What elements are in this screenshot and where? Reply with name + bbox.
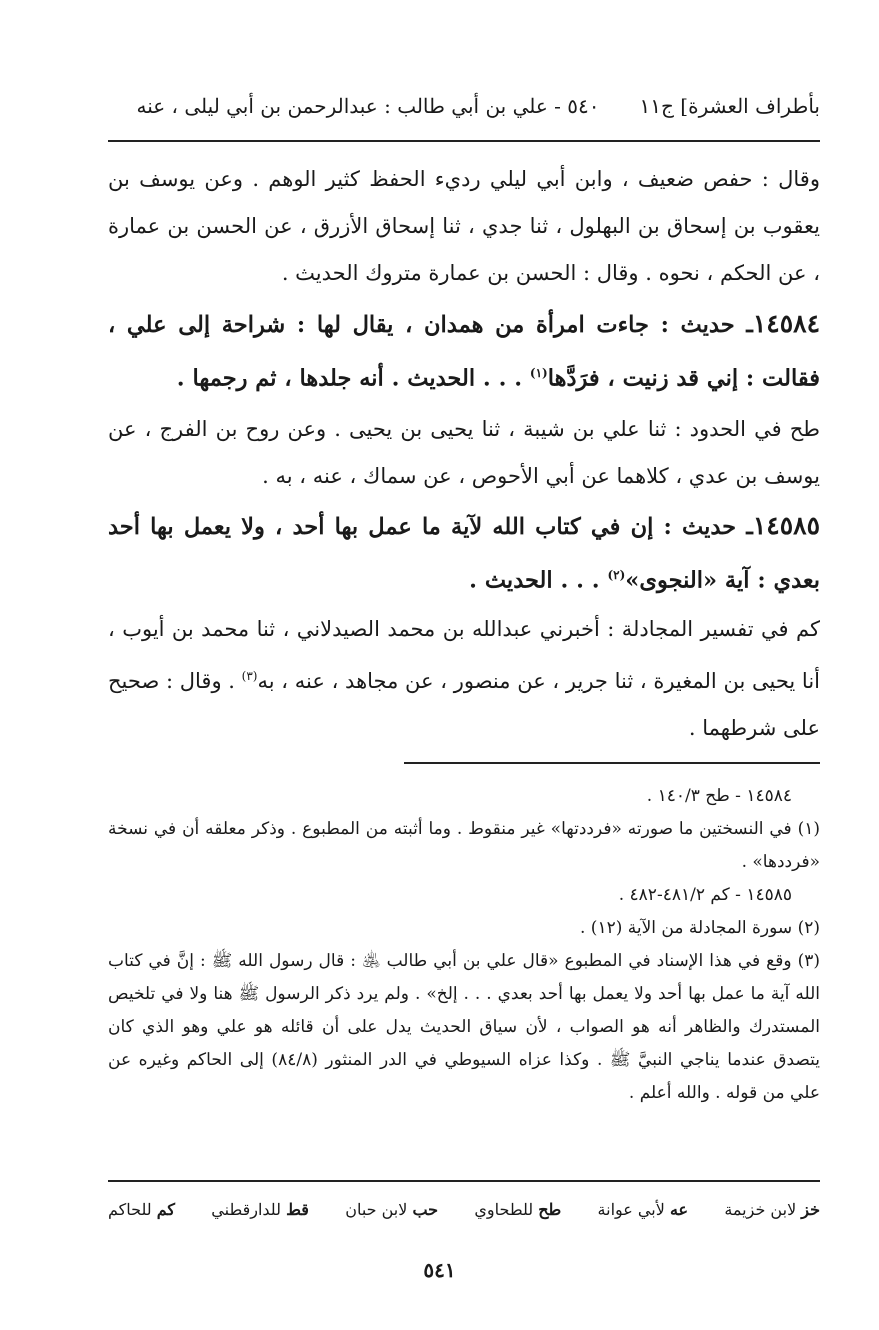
- key-item: حب لابن حبان: [345, 1199, 439, 1219]
- hadith-text: ـ حديث : إن في كتاب الله لآية ما عمل بها أحد ، ولا يعمل بها أحد بعدي : آية «النجوى»: [108, 514, 820, 594]
- footnote-ref: (٢): [607, 568, 626, 582]
- footnote-ref: (٣): [241, 669, 258, 683]
- hadith-source-14584: طح في الحدود : ثنا علي بن شيبة ، ثنا يحيى بن يحيى . وعن روح بن الفرج ، عن يوسف بن عدي ، كلاهما عن أبي الأحوص ، عن سماك ، عنه ، به .: [108, 417, 820, 488]
- footnote-ref: (١): [529, 366, 548, 380]
- abbreviation-key: [108, 1192, 820, 1226]
- footnote-2: (٢) سورة المجادلة من الآية (١٢) .: [580, 918, 820, 938]
- key-rule: [108, 1180, 820, 1182]
- hadith-number: ١٤٥٨٥: [752, 511, 820, 540]
- footnote-source-14585: ١٤٥٨٥ - كم ٤٨١/٢-٤٨٢ .: [618, 885, 792, 905]
- key-item: كم للحاكم: [108, 1199, 175, 1219]
- header-chapter-title: ٥٤٠ - علي بن أبي طالب : عبدالرحمن بن أبي ليلى ، عنه: [136, 94, 600, 118]
- footnote-1: (١) في النسختين ما صورته «فرددتها» غير منقوط . وما أثبته من المطبوع . وذكر معلقه أن في نسخة «فرددها» .: [108, 819, 820, 872]
- footnote-source-14584: ١٤٥٨٤ - طح ١٤٠/٣ .: [646, 786, 792, 806]
- key-item: طح للطحاوي: [474, 1199, 562, 1219]
- key-item: عه لأبي عوانة: [597, 1199, 689, 1219]
- footnote-3: (٣) وقع في هذا الإسناد في المطبوع «قال علي بن أبي طالب ﵁ : قال رسول الله ﷺ : إنَّ في كتاب الله آية ما عمل بها أحد ولا يعمل بها أحد بعدي . . . إلخ» . ولم يرد ذكر الرسول ﷺ هنا ولا في تلخيص المستدرك والظاهر أنه هو الصواب ، لأن سياق الحديث يدل على أن قائله هو علي وهو الذي كان يتصدق عندما يناجي النبيَّ ﷺ . وكذا عزاه السيوطي في الدر المنثور (٨٤/٨) إلى الحاكم وغيره عن علي من قوله . والله أعلم .: [108, 951, 821, 1103]
- page-number: ٥٤١: [423, 1258, 456, 1282]
- footnotes: [108, 780, 820, 1110]
- hadith-text-end: . . . الحديث . أنه جلدها ، ثم رجمها .: [176, 365, 530, 392]
- hadith-number: ١٤٥٨٤: [752, 309, 820, 338]
- running-header: [108, 86, 820, 126]
- footnote-separator: [404, 762, 820, 764]
- key-item: خز لابن خزيمة: [724, 1199, 820, 1219]
- header-rule: [108, 140, 820, 142]
- header-volume-ref: بأطراف العشرة] ج١١: [639, 94, 820, 118]
- hadith-entry-14585: [108, 502, 820, 605]
- hadith-source-14585: كم في تفسير المجادلة : أخبرني عبدالله بن محمد الصيدلاني ، ثنا محمد بن أيوب ، أنا يحيى بن المغيرة ، ثنا جرير ، عن منصور ، عن مجاهد ، عنه ، به$^{(٣)}$ . وقال : صحيح على شرطهما .: [108, 617, 820, 740]
- intro-paragraph: وقال : حفص ضعيف ، وابن أبي ليلي رديء الحفظ كثير الوهم . وعن يوسف بن يعقوب بن إسحاق بن البهلول ، ثنا جدي ، ثنا إسحاق الأزرق ، عن الحسن بن عمارة ، عن الحكم ، نحوه . وقال : الحسن بن عمارة متروك الحديث .: [108, 167, 820, 285]
- hadith-text: ـ حديث : جاءت امرأة من همدان ، يقال لها : شراحة إلى علي ، فقالت : إني قد زنيت ، فرَدَّها: [108, 312, 820, 392]
- hadith-text-end: . . . الحديث .: [469, 567, 608, 594]
- hadith-entry-14584: [108, 300, 820, 403]
- key-item: قط للدارقطني: [211, 1199, 309, 1219]
